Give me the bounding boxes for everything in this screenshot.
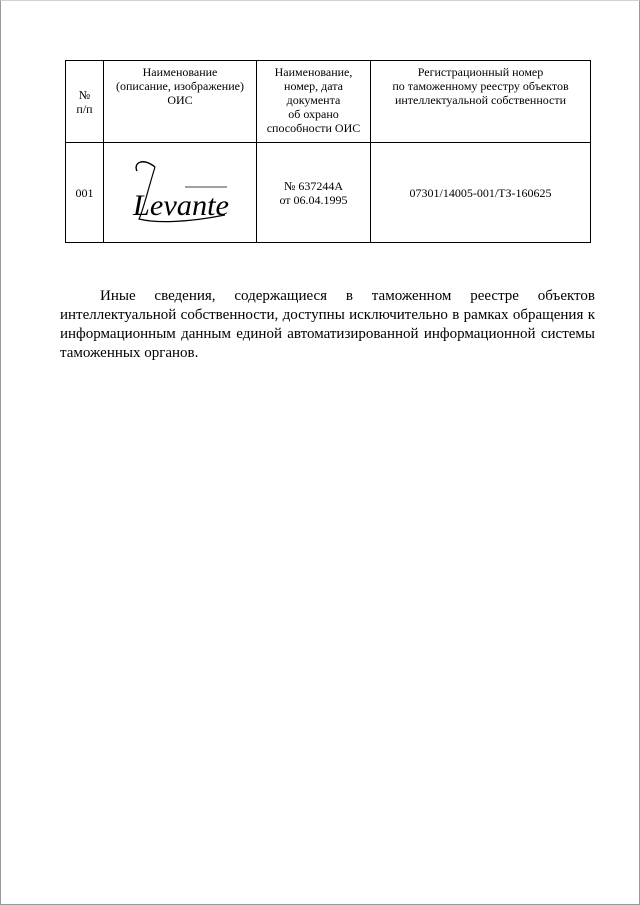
ip-register-table [65, 60, 591, 243]
row-number: 001 [66, 143, 104, 243]
header-number: № п/п [66, 61, 104, 143]
header-registration: Регистрационный номер по таможенному реестру объектов интеллектуальной собственности [371, 61, 591, 143]
header-name: Наименование (описание, изображение) ОИС [104, 61, 257, 143]
logo-wordmark: Levante [131, 188, 229, 222]
header-document: Наименование, номер, дата документа об охрано способности ОИС [257, 61, 371, 143]
registration-number: 07301/14005-001/ТЗ-160625 [371, 143, 591, 243]
table-row [66, 143, 591, 243]
info-paragraph: Иные сведения, содержащиеся в таможенном реестре объектов интеллектуальной собственности, доступны исключительно в рамках обращения к информационным данным единой автоматизированной информационной системы таможенных органов. [60, 288, 595, 361]
trademark-cell [104, 143, 257, 243]
table-header-row [66, 61, 591, 143]
protection-document: № 637244А от 06.04.1995 [257, 143, 371, 243]
levante-logo [125, 153, 235, 233]
